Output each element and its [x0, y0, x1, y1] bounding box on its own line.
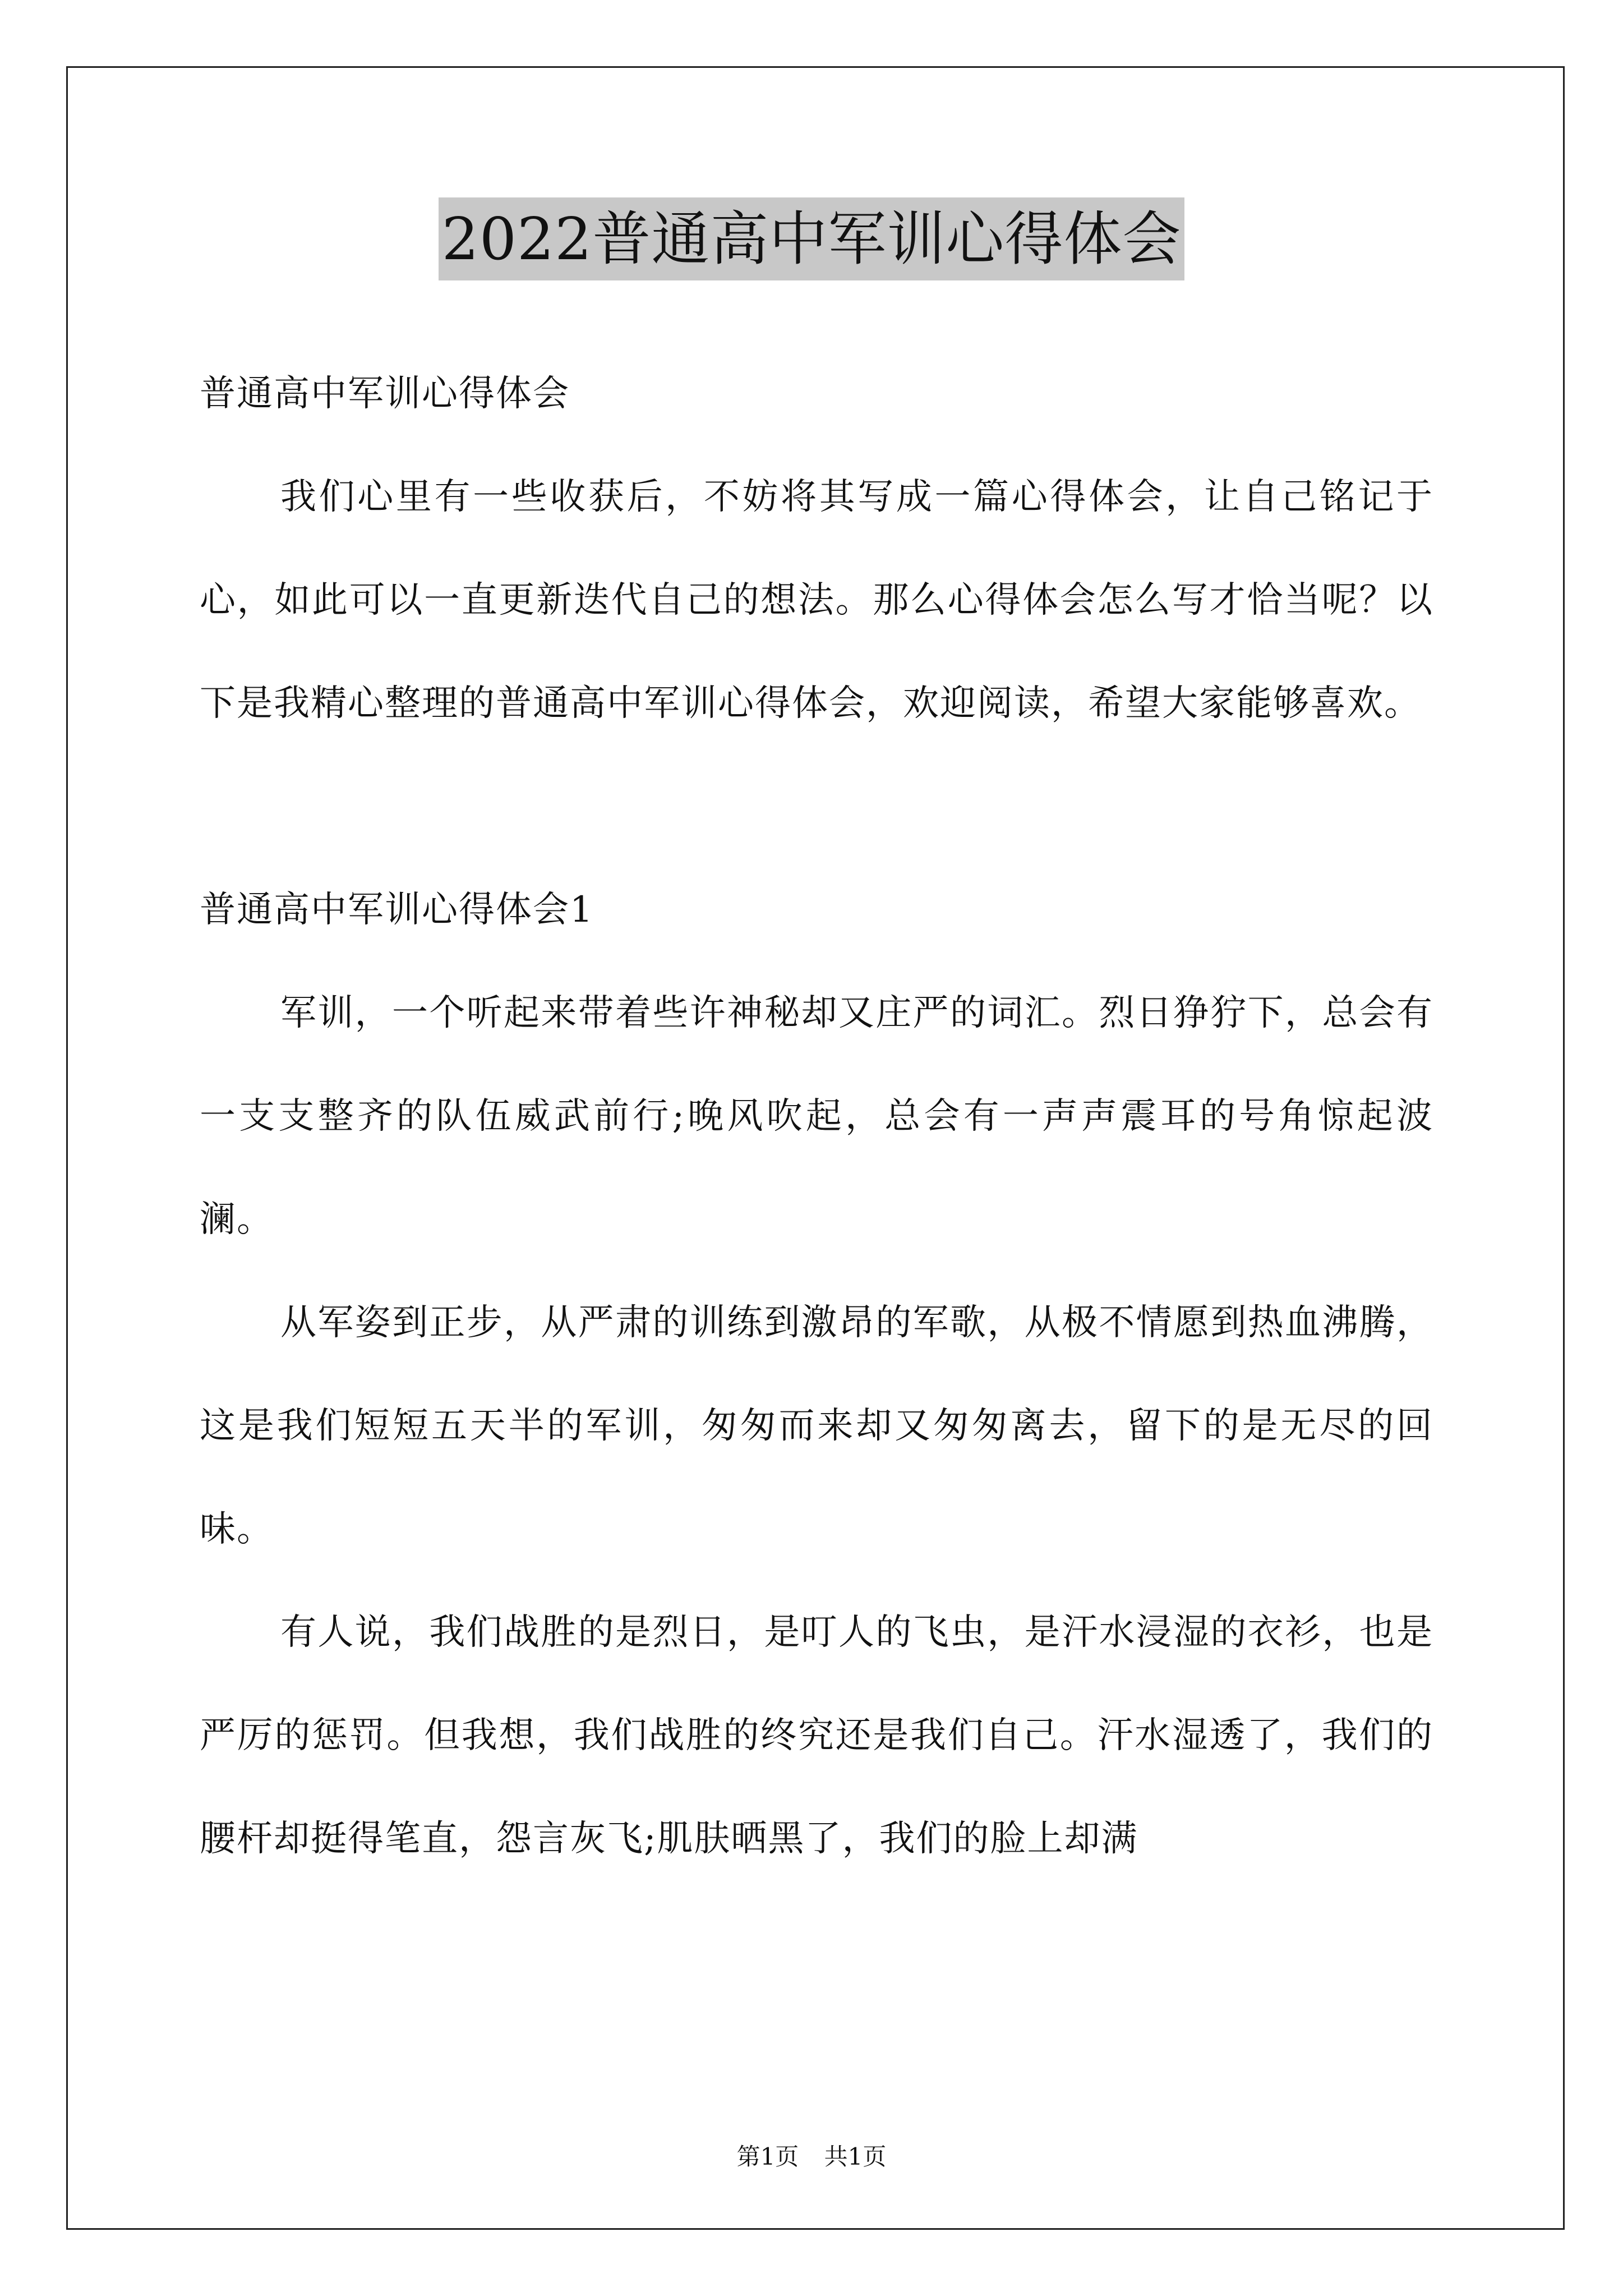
page-total: 共1页: [824, 2143, 887, 2170]
blank-line: [200, 755, 1433, 858]
subtitle: 普通高中军训心得体会: [200, 373, 570, 415]
body-paragraph: 有人说，我们战胜的是烈日，是叮人的飞虫，是汗水浸湿的衣衫，也是严厉的惩罚。但我想，我们战胜的终究还是我们自己。汗水湿透了，我们的腰杆却挺得笔直，怨言灰飞;肌肤晒黑了，我们的脸上却满: [200, 1612, 1433, 1860]
page-footer: [0, 2140, 1623, 2174]
intro-paragraph: 我们心里有一些收获后，不妨将其写成一篇心得体会，让自己铭记于心，如此可以一直更新迭代自己的想法。那么心得体会怎么写才恰当呢？以下是我精心整理的普通高中军训心得体会，欢迎阅读，希望大家能够喜欢。: [200, 476, 1433, 724]
document-body: [200, 342, 1433, 1890]
document-title: 2022普通高中军训心得体会: [439, 197, 1185, 280]
title-container: [0, 197, 1623, 280]
body-paragraph: 军训，一个听起来带着些许神秘却又庄严的词汇。烈日狰狞下，总会有一支支整齐的队伍威武前行;晚风吹起，总会有一声声震耳的号角惊起波澜。: [200, 992, 1433, 1240]
page-number: 第1页: [736, 2143, 799, 2170]
body-paragraph: 从军姿到正步，从严肃的训练到激昂的军歌，从极不情愿到热血沸腾，这是我们短短五天半的军训，匆匆而来却又匆匆离去，留下的是无尽的回味。: [200, 1302, 1433, 1550]
section-heading: 普通高中军训心得体会1: [200, 889, 594, 931]
